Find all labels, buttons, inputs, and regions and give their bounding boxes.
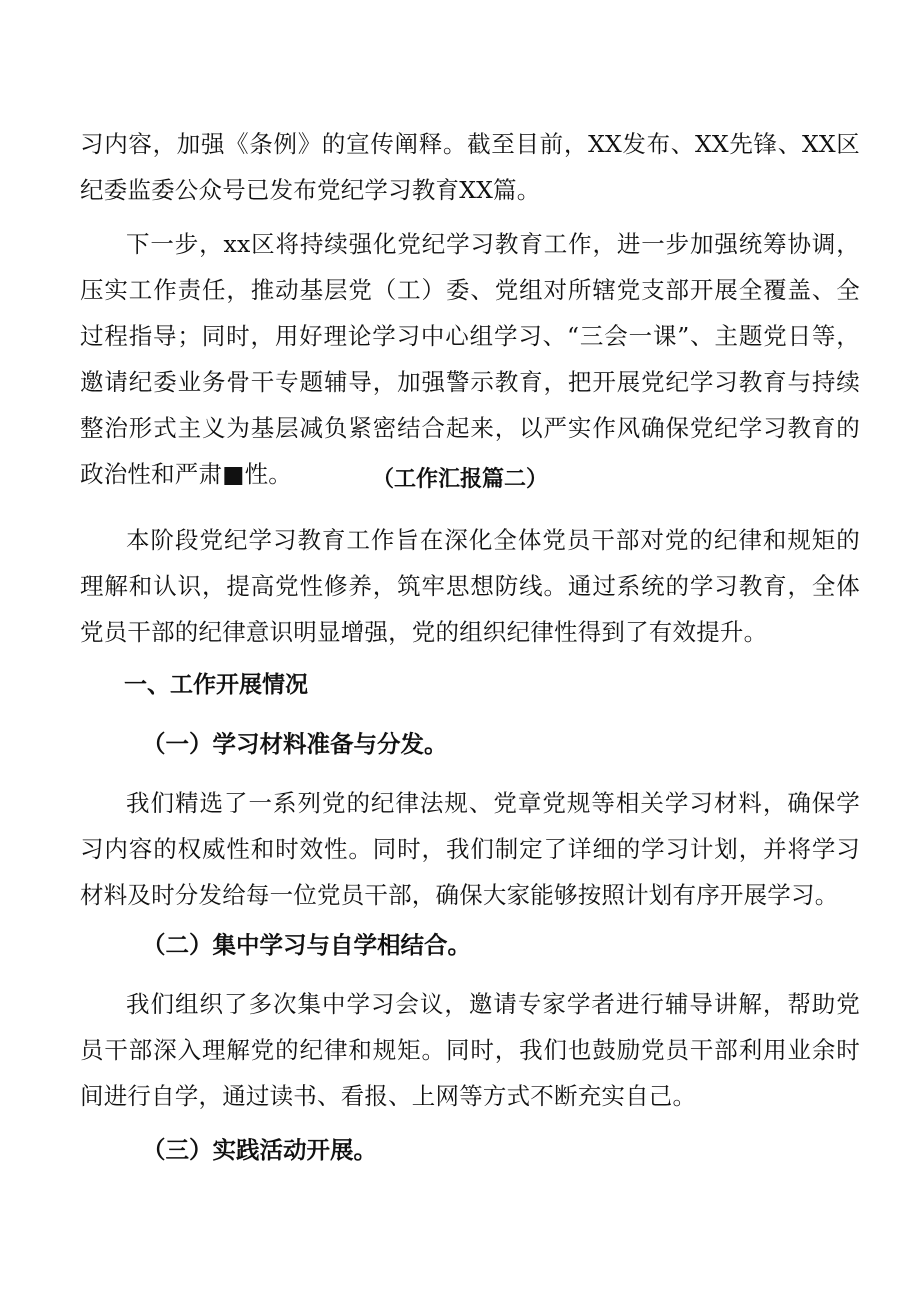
section-title: （工作汇报篇二） — [371, 467, 548, 492]
subheading-study-mode: （二）集中学习与自学相结合。 — [142, 931, 471, 959]
paragraph-intro: 本阶段党纪学习教育工作旨在深化全体党员干部对党的纪律和规矩的理解和认识，提高党性修养，筑牢思想防线。通过系统的学习教育，全体党员干部的纪律意识明显增强，党的组织纪律性得到了有效提升。 — [80, 526, 860, 646]
heading-work-progress: 一、工作开展情况 — [124, 672, 308, 698]
subheading-practice: （三）实践活动开展。 — [142, 1136, 377, 1164]
paragraph-materials: 我们精选了一系列党的纪律法规、党章党规等相关学习材料，确保学习内容的权威性和时效性。同时，我们制定了详细的学习计划，并将学习材料及时分发给每一位党员干部，确保大家能够按照计划有序开展学习。 — [80, 789, 860, 909]
paragraph-next-steps: 下一步，xx区将持续强化党纪学习教育工作，进一步加强统筹协调，压实工作责任，推动基层党（工）委、党组对所辖党支部开展全覆盖、全过程指导；同时，用好理论学习中心组学习、“三会一课”、主题党日等，邀请纪委业务骨干专题辅导，加强警示教育，把开展党纪学习教育与持续整治形式主义为基层减负紧密结合起来，以严实作风确保党纪学习教育的政治性和严肃■性。 — [80, 230, 860, 488]
paragraph-continuation: 习内容，加强《条例》的宣传阐释。截至目前，XX发布、XX先锋、XX区纪委监委公众号已发布党纪学习教育XX篇。 — [80, 130, 860, 204]
subheading-materials: （一）学习材料准备与分发。 — [142, 730, 448, 758]
paragraph-study-mode: 我们组织了多次集中学习会议，邀请专家学者进行辅导讲解，帮助党员干部深入理解党的纪律和规矩。同时，我们也鼓励党员干部利用业余时间进行自学，通过读书、看报、上网等方式不断充实自己。 — [80, 990, 860, 1110]
